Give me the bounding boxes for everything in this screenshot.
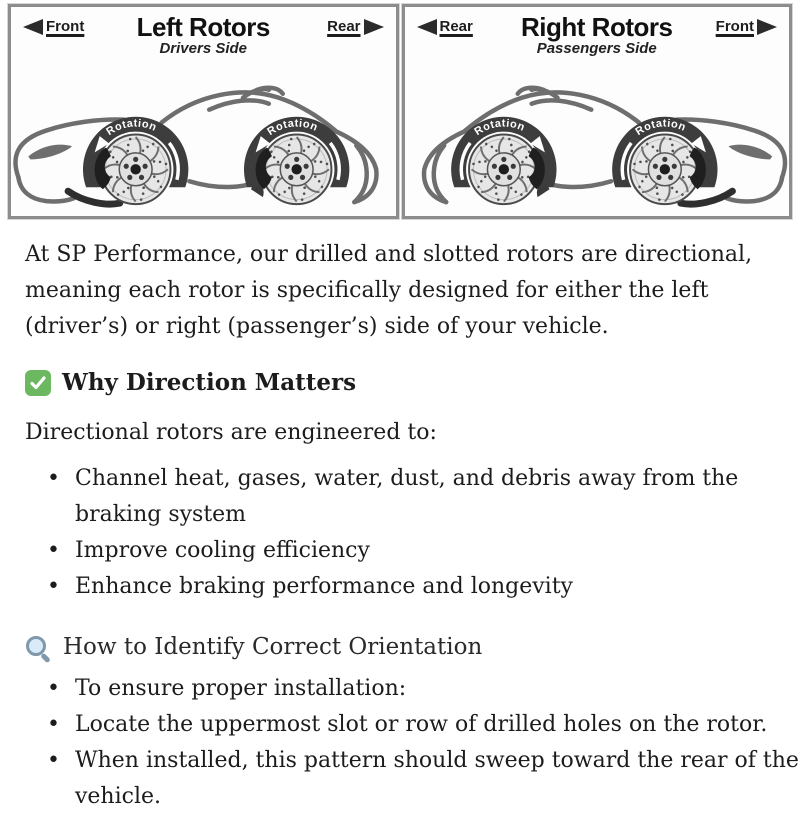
list-item: • When installed, this pattern should sweep toward the rear of the vehicle. (47, 743, 775, 815)
section-title: Why Direction Matters (62, 369, 357, 396)
intro-paragraph (25, 237, 775, 345)
front-direction-indicator (716, 18, 777, 35)
right-panel-header (405, 7, 790, 60)
list-item: • To ensure proper installation: (47, 671, 775, 707)
check-icon (25, 370, 51, 396)
intro-line: At SP Performance, our drilled and slotted rotors are directional, (25, 242, 753, 267)
magnifying-glass-icon (25, 634, 52, 661)
direction-label: Rear (327, 18, 361, 35)
arrow-right-icon (757, 19, 777, 35)
list-item: • Locate the uppermost slot or row of drilled holes on the rotor. (47, 707, 775, 743)
direction-label: Rear (439, 18, 473, 35)
direction-label: Front (715, 18, 754, 35)
rear-direction-indicator (327, 18, 383, 35)
rear-direction-indicator (417, 18, 473, 35)
bullet-icon: • (47, 712, 60, 737)
article-body (0, 219, 800, 815)
direction-label: Front (46, 18, 85, 35)
left-panel-header (11, 7, 396, 60)
section-identify-orientation (25, 629, 775, 665)
panel-title: Right Rotors (521, 12, 673, 42)
list-item: • Channel heat, gases, water, dust, and debris away from the braking system (47, 461, 775, 533)
section-title: How to Identify Correct Orientation (63, 634, 483, 660)
car-illustration-left (11, 60, 396, 219)
bullet-icon: • (47, 676, 60, 701)
panel-title: Left Rotors (136, 12, 270, 42)
intro-line: meaning each rotor is specifically designed for either the left (25, 278, 709, 303)
rotor-direction-diagram (8, 4, 792, 219)
section-why-direction-matters (25, 365, 775, 401)
panel-subtitle: Drivers Side (159, 40, 248, 57)
orientation-steps-list (25, 671, 799, 815)
list-item: • Improve cooling efficiency (47, 533, 775, 569)
direction-benefits-list (25, 461, 775, 605)
front-direction-indicator (23, 18, 84, 35)
section-lead: Directional rotors are engineered to: (25, 420, 437, 445)
bullet-icon: • (47, 466, 60, 491)
right-rotors-panel (402, 4, 793, 219)
bullet-icon: • (47, 748, 60, 773)
intro-line: (driver’s) or right (passenger’s) side of your vehicle. (25, 314, 609, 339)
arrow-left-icon (23, 19, 43, 35)
bullet-icon: • (47, 538, 60, 563)
list-item: • Enhance braking performance and longevity (47, 569, 775, 605)
arrow-right-icon (364, 19, 384, 35)
panel-subtitle: Passengers Side (536, 40, 657, 57)
bullet-icon: • (47, 574, 60, 599)
arrow-left-icon (417, 19, 437, 35)
left-rotors-panel (8, 4, 399, 219)
car-illustration-right (405, 60, 790, 219)
